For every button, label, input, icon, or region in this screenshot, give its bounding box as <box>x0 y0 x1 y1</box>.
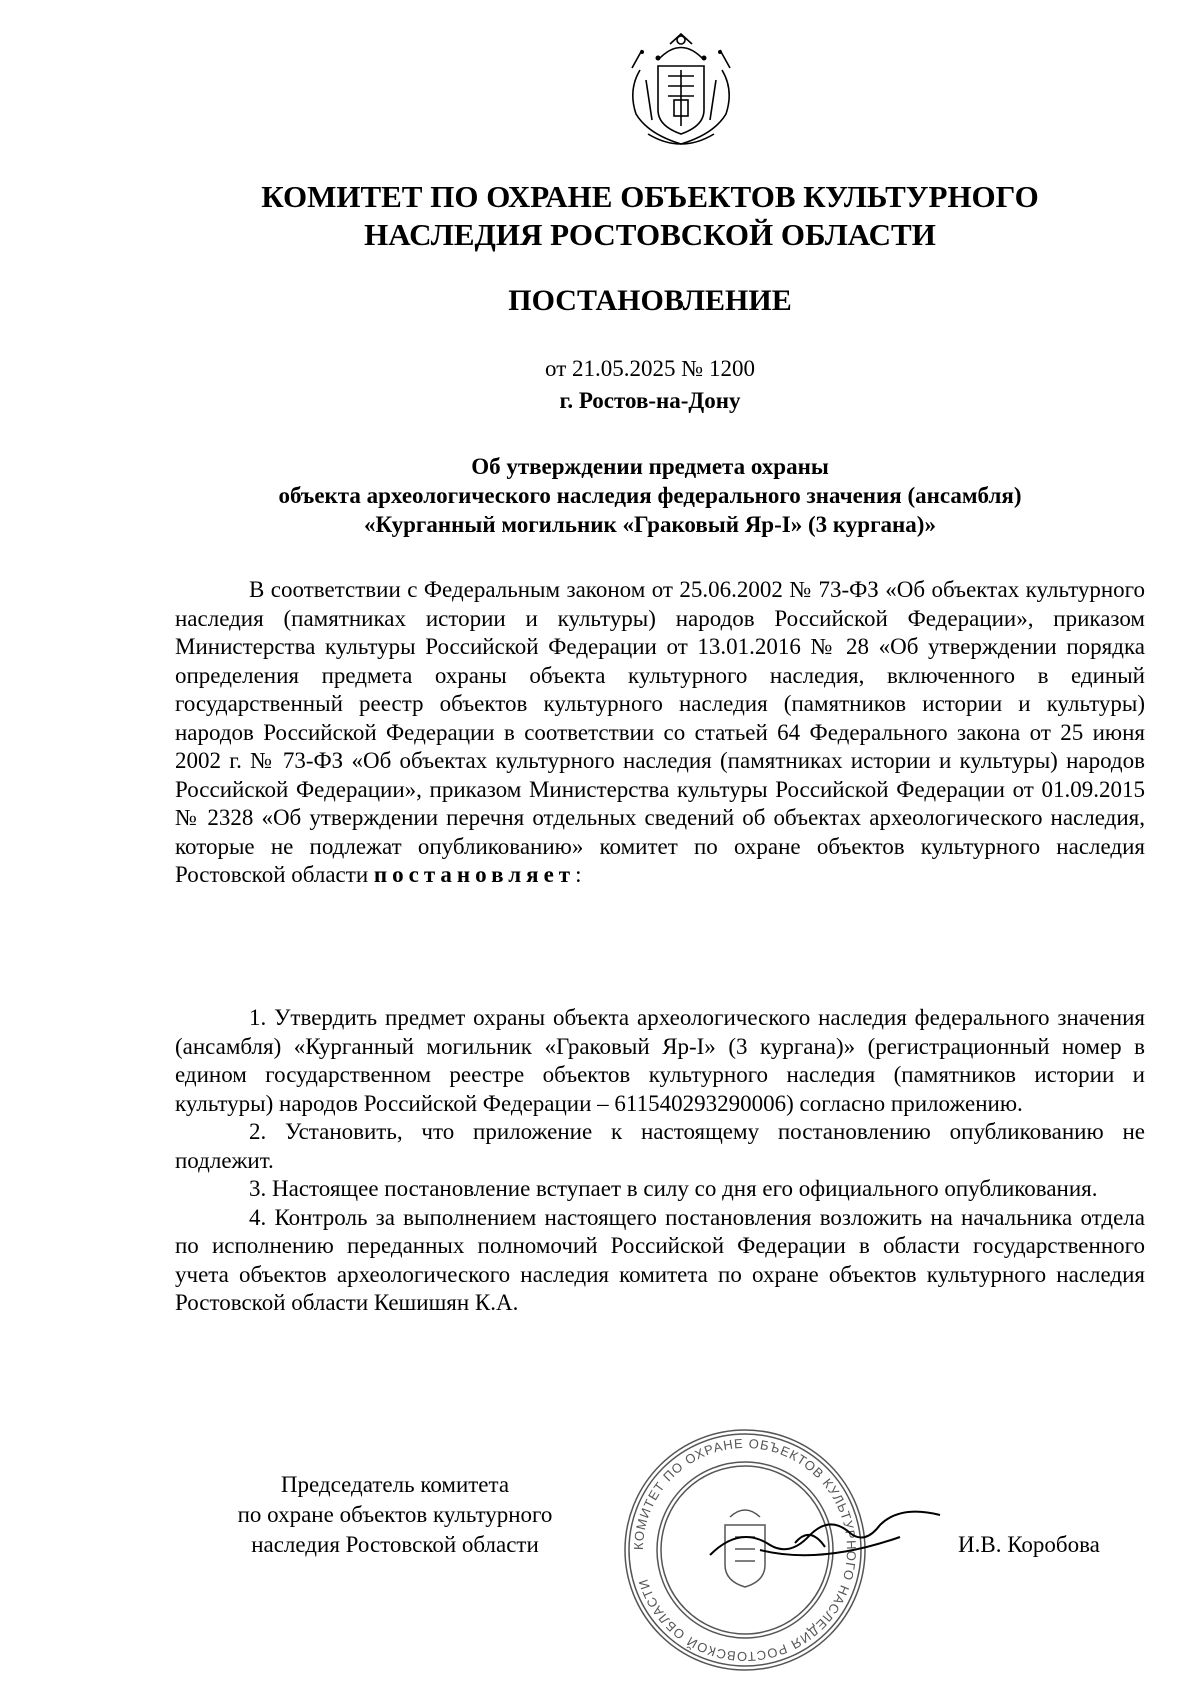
organization-title <box>160 178 1140 254</box>
preamble-paragraph <box>175 576 1145 890</box>
subject-line-1: Об утверждении предмета охраны <box>471 454 829 479</box>
org-line-2: НАСЛЕДИЯ РОСТОВСКОЙ ОБЛАСТИ <box>364 217 936 252</box>
signatory-title <box>180 1470 610 1560</box>
document-date-number: от 21.05.2025 № 1200 <box>545 356 755 381</box>
resolves-word: постановляет <box>373 862 576 887</box>
resolution-item-2: 2. Установить, что приложение к настоящему постановлению опубликованию не подлежит. <box>175 1119 1145 1173</box>
signatory-name: И.В. Коробова <box>958 1532 1100 1557</box>
resolution-item-1: 1. Утвердить предмет охраны объекта археологического наследия федерального значения (ансамбля) «Курганный могильник «Граковый Яр-I» (3 кургана)» (регистрационный номер в едином государственном реестре объектов культурного наследия (памятников истории и культуры) народов Российской Федерации – 611540293290006) согласно приложению. <box>175 1005 1145 1116</box>
signatory-title-line-1: Председатель комитета <box>280 1472 510 1497</box>
document-subject <box>160 452 1140 539</box>
resolution-item-4: 4. Контроль за выполнением настоящего постановления возложить на начальника отдела по исполнению переданных полномочий Российской Федерации в области государственного учета объектов археологического наследия комитета по охране объектов культурного наследия Ростовской области Кешишян К.А. <box>175 1204 1145 1315</box>
resolution-item-3: 3. Настоящее постановление вступает в силу со дня его официального опубликования. <box>249 1176 1098 1201</box>
resolution-items <box>175 1004 1145 1318</box>
preamble-text: В соответствии с Федеральным законом от 25.06.2002 № 73-ФЗ «Об объектах культурного наследия (памятниках истории и культуры) народов Российской Федерации», приказом Министерства культуры Российской Федерации от 13.01.2016 № 28 «Об утверждении порядка определения предмета охраны объекта культурного наследия, включенного в единый государственный реестр объектов культурного наследия (памятников истории и культуры) народов Российской Федерации в соответствии со статьей 64 Федерального закона от 25 июня 2002 г. № 73-ФЗ «Об объектах культурного наследия (памятниках истории и культуры) народов Российской Федерации», приказом Министерства культуры Российской Федерации от 01.09.2015 № 2328 «Об утверждении перечня отдельных сведений об объектах археологического наследия, которые не подлежат опубликованию» комитет по охране объектов культурного наследия Ростовской области <box>175 577 1145 887</box>
handwritten-signature <box>700 1495 950 1575</box>
preamble-colon: : <box>575 862 582 887</box>
org-line-1: КОМИТЕТ ПО ОХРАНЕ ОБЪЕКТОВ КУЛЬТУРНОГО <box>261 179 1039 214</box>
coat-of-arms-emblem <box>618 30 744 152</box>
subject-line-3: «Курганный могильник «Граковый Яр-I» (3 кургана)» <box>364 512 936 537</box>
signatory-title-line-3: наследия Ростовской области <box>251 1532 539 1557</box>
document-city: г. Ростов-на-Дону <box>559 388 741 413</box>
stamp-ring-text: КОМИТЕТ ПО ОХРАНЕ ОБЪЕКТОВ КУЛЬТУРНОГО НАСЛЕДИЯ РОСТОВСКОЙ ОБЛАСТИ <box>630 1435 860 1665</box>
subject-line-2: объекта археологического наследия федерального значения (ансамбля) <box>278 483 1022 508</box>
signatory-title-line-2: по охране объектов культурного <box>237 1502 553 1527</box>
document-type: ПОСТАНОВЛЕНИЕ <box>508 284 792 317</box>
